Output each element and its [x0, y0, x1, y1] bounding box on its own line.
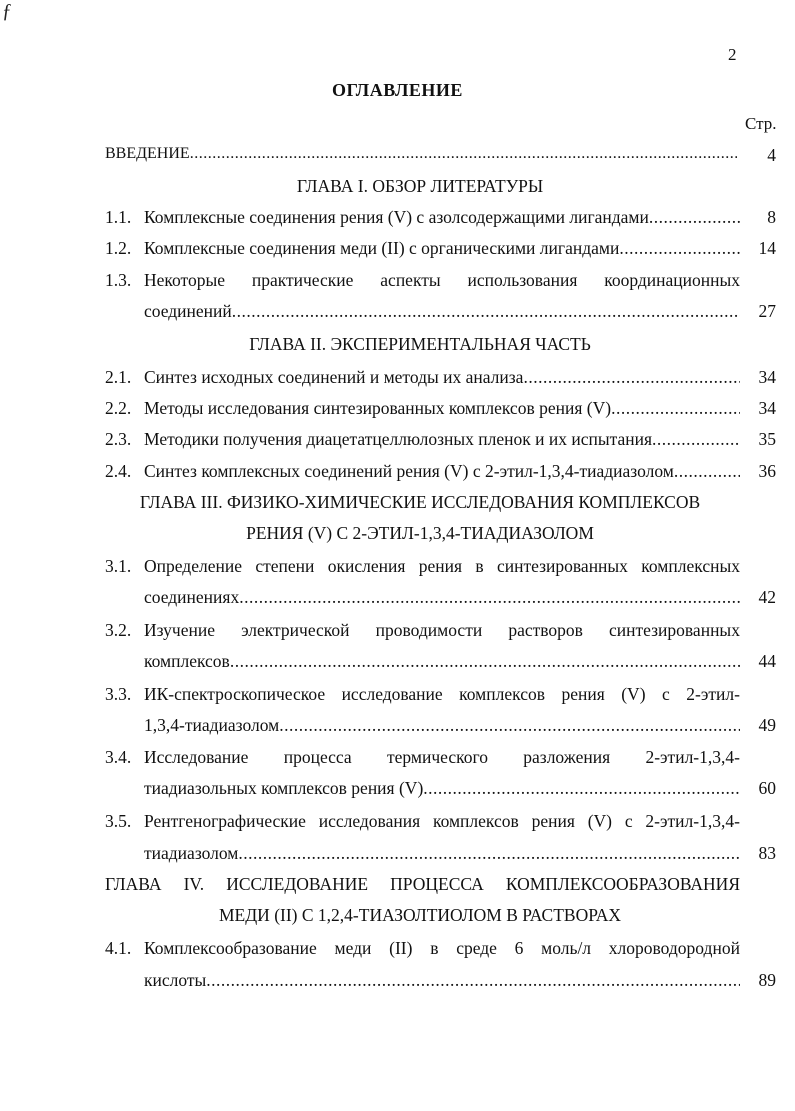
- word: синтезированных: [609, 620, 740, 640]
- word: Комплексообразование: [144, 938, 317, 958]
- word: аспекты: [380, 270, 441, 290]
- toc-entry-line2: [144, 778, 740, 799]
- toc-entry-line: [144, 398, 740, 419]
- word: хлороводородной: [608, 938, 740, 958]
- toc-entry-text: ВВЕДЕНИЕ: [105, 145, 190, 162]
- word: с: [662, 684, 670, 704]
- word: окисления: [327, 556, 406, 576]
- toc-entry-number: 1.2.: [105, 238, 132, 258]
- toc-entry-page: 83: [758, 843, 776, 863]
- toc-entry-line1: [144, 747, 740, 768]
- toc-entry-line: [144, 461, 740, 482]
- toc-entry-text: тиадиазольных комплексов рения (V): [144, 778, 424, 798]
- word: использования: [467, 270, 578, 290]
- toc-entry-line1: [144, 938, 740, 959]
- word: ИК-спектроскопическое: [144, 684, 326, 704]
- toc-entry-line2: [144, 587, 740, 608]
- word: синтезированных: [496, 556, 628, 576]
- word: моль/л: [541, 938, 592, 958]
- toc-entry-line: [144, 238, 740, 259]
- word: проводимости: [375, 620, 483, 640]
- toc-entry-page: 34: [758, 398, 776, 418]
- toc-entry-number: 3.1.: [105, 556, 132, 576]
- toc-entry-page: 49: [758, 715, 776, 735]
- toc-entry-line2: [144, 970, 740, 991]
- toc-entry-text: тиадиазолом: [144, 843, 239, 863]
- toc-entry-text: Комплексные соединения рения (V) с азолсодержащими лигандами: [144, 207, 649, 227]
- toc-entry-page: 60: [758, 778, 776, 798]
- word: в: [475, 556, 484, 576]
- word: степени: [255, 556, 315, 576]
- toc-entry-text: соединений: [144, 301, 232, 321]
- toc-entry-line: [144, 429, 740, 450]
- toc-entry-page: 35: [758, 429, 776, 449]
- word: исследование: [341, 684, 443, 704]
- word: практические: [251, 270, 354, 290]
- word: (V): [621, 684, 646, 704]
- toc-entry-text: соединениях: [144, 587, 240, 607]
- toc-entry-number: 3.4.: [105, 747, 132, 767]
- word: Определение: [144, 556, 242, 576]
- word: 2-этил-1,3,4-: [645, 747, 740, 767]
- toc-entry-number: 3.2.: [105, 620, 132, 640]
- toc-entry-line1: [144, 556, 740, 577]
- toc-entry-page: 14: [758, 238, 776, 258]
- word: растворов: [508, 620, 583, 640]
- chapter-heading: ГЛАВА II. ЭКСПЕРИМЕНТАЛЬНАЯ ЧАСТЬ: [249, 334, 591, 354]
- toc-entry-number: 2.4.: [105, 461, 132, 481]
- toc-entry-line1: [144, 270, 740, 291]
- chapter-heading-line1: ГЛАВА III. ФИЗИКО-ХИМИЧЕСКИЕ ИССЛЕДОВАНИЯ КОМПЛЕКСОВ: [139, 492, 701, 512]
- word: в: [430, 938, 439, 958]
- chapter-heading-line1: [105, 874, 740, 895]
- toc-entry-intro[interactable]: [105, 145, 737, 163]
- toc-entry-page: 34: [758, 367, 776, 387]
- word: среде: [456, 938, 497, 958]
- toc-entry-page: 36: [758, 461, 776, 481]
- pages-column-label: Стр.: [745, 114, 777, 133]
- toc-entry-text: комплексов: [144, 651, 230, 671]
- toc-entry-line2: [144, 651, 740, 672]
- word: комплексов: [459, 684, 545, 704]
- toc-entry-page: 89: [758, 970, 776, 990]
- word: (V): [587, 811, 613, 831]
- toc-entry-text: 1,3,4-тиадиазолом: [144, 715, 280, 735]
- word: рения: [418, 556, 463, 576]
- word: 2-этил-1,3,4-: [645, 811, 740, 831]
- toc-entry-number: 2.1.: [105, 367, 132, 387]
- toc-entry-text: Методы исследования синтезированных комплексов рения (V): [144, 398, 612, 418]
- toc-entry-text: Комплексные соединения меди (II) с органическими лигандами: [144, 238, 620, 258]
- word: термического: [386, 747, 488, 767]
- toc-entry-line1: [144, 811, 740, 832]
- word: исследования: [318, 811, 421, 831]
- chapter-heading-line2: МЕДИ (II) С 1,2,4-ТИАЗОЛТИОЛОМ В РАСТВОРАХ: [219, 905, 621, 925]
- toc-entry-page: 27: [758, 301, 776, 321]
- toc-entry-line2: [144, 843, 740, 864]
- word: Рентгенографические: [144, 811, 306, 831]
- toc-entry-number: 2.2.: [105, 398, 132, 418]
- word: процесса: [283, 747, 352, 767]
- word: комплексов: [432, 811, 519, 831]
- word: рения: [561, 684, 605, 704]
- toc-entry-text: кислоты: [144, 970, 207, 990]
- toc-entry-line: [144, 207, 740, 228]
- word: с: [624, 811, 633, 831]
- toc-entry-line1: [144, 620, 740, 641]
- word: комплексных: [641, 556, 740, 576]
- toc-entry-line2: [144, 715, 740, 736]
- toc-entry-page: 8: [767, 207, 776, 227]
- word: 6: [514, 938, 524, 958]
- toc-entry-number: 2.3.: [105, 429, 132, 449]
- toc-entry-line2: [144, 301, 740, 322]
- toc-entry-line: [144, 367, 740, 388]
- word: (II): [389, 938, 413, 958]
- toc-entry-text: Методики получения диацетатцеллюлозных пленок и их испытания: [144, 429, 652, 449]
- word: меди: [334, 938, 372, 958]
- chapter-heading-line2: РЕНИЯ (V) С 2-ЭТИЛ-1,3,4-ТИАДИАЗОЛОМ: [246, 523, 594, 543]
- toc-entry-page: 44: [758, 651, 776, 671]
- page-number: 2: [728, 45, 737, 64]
- word: Изучение: [144, 620, 215, 640]
- toc-entry-text: Синтез комплексных соединений рения (V) с 2-этил-1,3,4-тиадиазолом: [144, 461, 674, 481]
- toc-entry-number: 3.3.: [105, 684, 132, 704]
- toc-entry-number: 3.5.: [105, 811, 132, 831]
- word: Исследование: [144, 747, 249, 767]
- toc-entry-number: 1.3.: [105, 270, 132, 290]
- scan-mark-topleft: ƒ: [2, 0, 12, 22]
- word: электрической: [241, 620, 350, 640]
- word: рения: [531, 811, 575, 831]
- chapter-heading-text: ГЛАВА IV. ИССЛЕДОВАНИЕ ПРОЦЕССА КОМПЛЕКСООБРАЗОВАНИЯ: [105, 874, 740, 894]
- word: Некоторые: [144, 270, 225, 290]
- toc-entry-page: 42: [758, 587, 776, 607]
- toc-entry-number: 4.1.: [105, 938, 132, 958]
- chapter-heading: ГЛАВА I. ОБЗОР ЛИТЕРАТУРЫ: [296, 176, 544, 196]
- word: координационных: [604, 270, 740, 290]
- toc-entry-page: 4: [767, 145, 776, 165]
- word: разложения: [523, 747, 611, 767]
- toc-entry-text: Синтез исходных соединений и методы их анализа: [144, 367, 524, 387]
- toc-entry-number: 1.1.: [105, 207, 132, 227]
- toc-title: ОГЛАВЛЕНИЕ: [332, 80, 463, 100]
- word: 2-этил-: [686, 684, 740, 704]
- toc-entry-line1: [144, 684, 740, 705]
